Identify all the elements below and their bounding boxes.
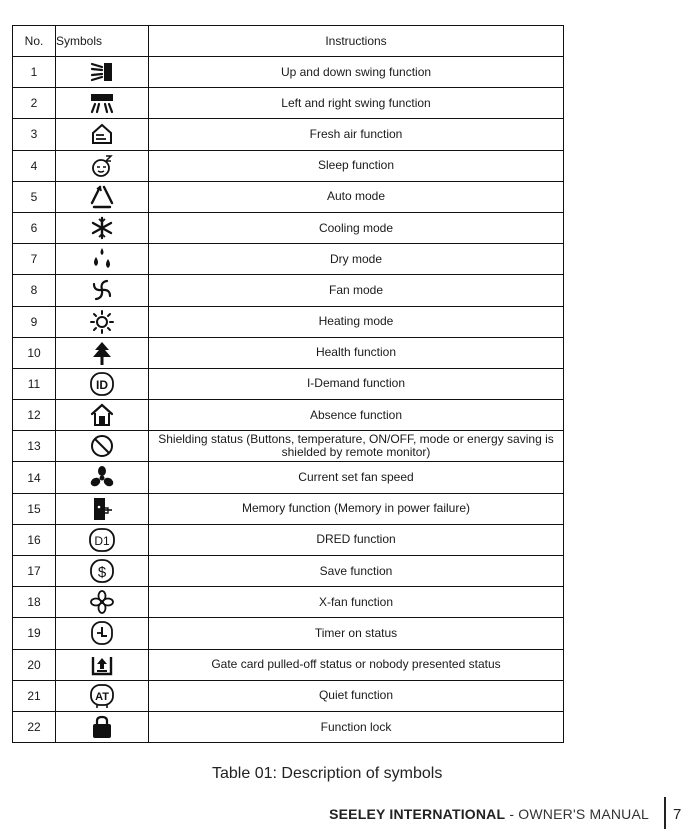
row-instruction: Memory function (Memory in power failure): [149, 493, 564, 524]
row-instruction: Left and right swing function: [149, 88, 564, 119]
row-number: 2: [13, 88, 56, 119]
row-instruction: Current set fan speed: [149, 462, 564, 493]
svg-text:$: $: [97, 564, 107, 582]
svg-text:ID: ID: [96, 377, 108, 392]
row-instruction: Gate card pulled-off status or nobody presented status: [149, 649, 564, 680]
table-row: [13, 711, 564, 742]
row-instruction: DRED function: [149, 524, 564, 555]
table-row: [13, 368, 564, 399]
row-number: 18: [13, 587, 56, 618]
row-instruction: Up and down swing function: [149, 57, 564, 88]
table-row: [13, 57, 564, 88]
table-row: [13, 556, 564, 587]
footer-divider: [664, 797, 666, 829]
table-row: [13, 680, 564, 711]
row-number: 16: [13, 524, 56, 555]
row-instruction: Fresh air function: [149, 119, 564, 150]
row-number: 5: [13, 181, 56, 212]
left-right-swing-icon: [88, 90, 116, 116]
row-instruction: Timer on status: [149, 618, 564, 649]
fresh-air-icon: [88, 121, 116, 147]
dred-icon: [88, 527, 116, 553]
table-row: [13, 337, 564, 368]
row-number: 13: [13, 431, 56, 462]
table-caption: Table 01: Description of symbols: [212, 765, 443, 782]
table-row: [13, 181, 564, 212]
row-number: 1: [13, 57, 56, 88]
symbols-table: [12, 25, 564, 743]
sleep-icon: [88, 153, 116, 179]
up-down-swing-icon: [88, 59, 116, 85]
row-instruction: Health function: [149, 337, 564, 368]
row-number: 6: [13, 212, 56, 243]
heating-sun-icon: [88, 309, 116, 335]
table-row: [13, 119, 564, 150]
row-instruction: Save function: [149, 556, 564, 587]
svg-text:D1: D1: [94, 533, 110, 548]
auto-mode-icon: [88, 184, 116, 210]
function-lock-icon: [88, 714, 116, 740]
table-row: [13, 88, 564, 119]
timer-icon: [88, 620, 116, 646]
table-row: [13, 400, 564, 431]
row-number: 20: [13, 649, 56, 680]
row-instruction: I-Demand function: [149, 368, 564, 399]
dry-drops-icon: [88, 246, 116, 272]
table-row: [13, 493, 564, 524]
row-instruction: Fan mode: [149, 275, 564, 306]
i-demand-icon: [88, 371, 116, 397]
x-fan-icon: [88, 589, 116, 615]
fan-mode-icon: [88, 277, 116, 303]
row-number: 9: [13, 306, 56, 337]
footer: [329, 806, 649, 822]
row-number: 8: [13, 275, 56, 306]
table-row: [13, 618, 564, 649]
row-instruction: Shielding status (Buttons, temperature, ON/OFF, mode or energy saving is shielded by remote monitor): [149, 431, 564, 462]
row-instruction: Heating mode: [149, 306, 564, 337]
shielding-icon: [88, 433, 116, 459]
row-number: 22: [13, 711, 56, 742]
header-instructions: Instructions: [149, 26, 564, 57]
row-instruction: Sleep function: [149, 150, 564, 181]
row-instruction: Quiet function: [149, 680, 564, 711]
row-instruction: Auto mode: [149, 181, 564, 212]
table-row: [13, 212, 564, 243]
row-number: 12: [13, 400, 56, 431]
save-dollar-icon: [88, 558, 116, 584]
table-row: [13, 244, 564, 275]
row-instruction: Dry mode: [149, 244, 564, 275]
row-number: 14: [13, 462, 56, 493]
table-row: [13, 462, 564, 493]
cooling-snowflake-icon: [88, 215, 116, 241]
table-row: [13, 150, 564, 181]
row-number: 3: [13, 119, 56, 150]
header-symbols: Symbols: [56, 26, 149, 57]
page-number: 7: [673, 806, 682, 823]
table-row: [13, 306, 564, 337]
row-instruction: Function lock: [149, 711, 564, 742]
table-row: [13, 587, 564, 618]
row-number: 17: [13, 556, 56, 587]
row-instruction: Cooling mode: [149, 212, 564, 243]
memory-card-icon: [88, 496, 116, 522]
table-row: [13, 649, 564, 680]
svg-text:AT: AT: [95, 690, 109, 703]
footer-brand: SEELEY INTERNATIONAL: [329, 806, 506, 822]
header-no: No.: [13, 26, 56, 57]
table-header-row: [13, 26, 564, 57]
absence-house-icon: [88, 402, 116, 428]
row-instruction: Absence function: [149, 400, 564, 431]
table-row: [13, 275, 564, 306]
row-instruction: X-fan function: [149, 587, 564, 618]
row-number: 7: [13, 244, 56, 275]
row-number: 10: [13, 337, 56, 368]
row-number: 4: [13, 150, 56, 181]
row-number: 15: [13, 493, 56, 524]
health-tree-icon: [88, 340, 116, 366]
row-number: 21: [13, 680, 56, 711]
gate-card-icon: [88, 652, 116, 678]
table-row: [13, 524, 564, 555]
footer-suffix: - OWNER'S MANUAL: [505, 806, 649, 822]
row-number: 11: [13, 368, 56, 399]
row-number: 19: [13, 618, 56, 649]
quiet-icon: [88, 683, 116, 709]
fan-speed-icon: [88, 465, 116, 491]
table-row: [13, 431, 564, 462]
